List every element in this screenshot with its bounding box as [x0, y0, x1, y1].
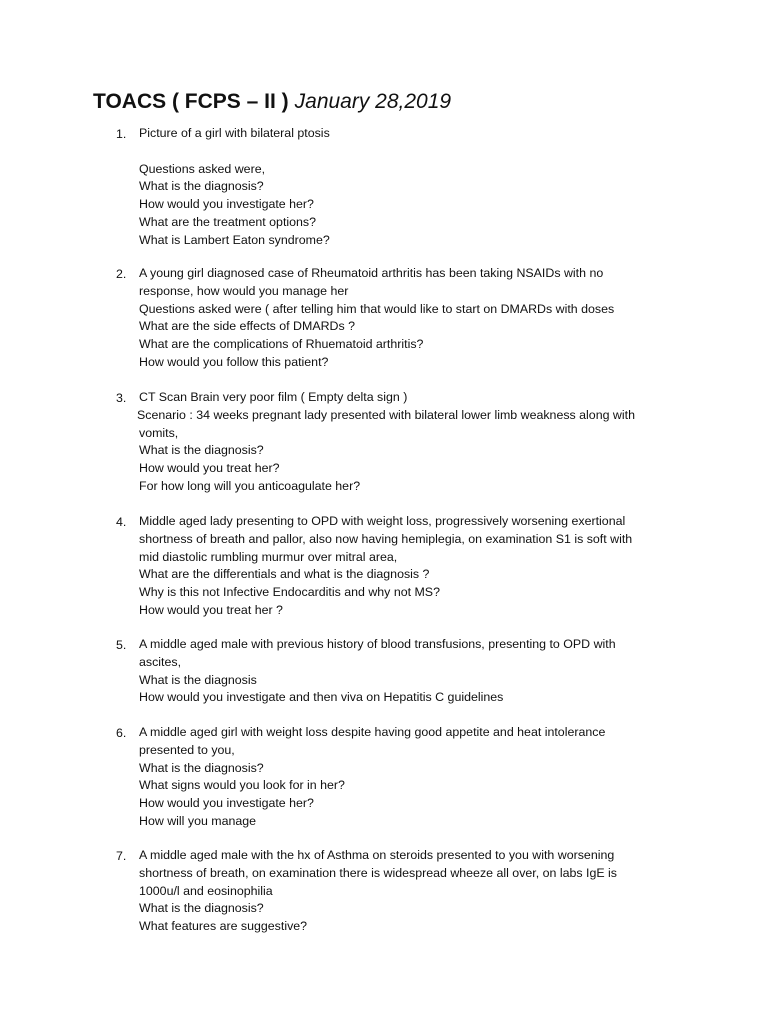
question-line: How would you investigate her? [139, 796, 314, 811]
title-main: TOACS ( FCPS – II ) [93, 90, 289, 113]
question-number: 5. [116, 638, 127, 652]
question-line: Middle aged lady presenting to OPD with weight loss, progressively worsening exertional [139, 514, 626, 528]
question-number: 1. [116, 127, 127, 141]
question-text [139, 389, 739, 496]
question-line: mid diastolic rumbling murmur over mitral area, [139, 549, 398, 564]
question-line: What is the diagnosis? [139, 760, 264, 775]
question-text [139, 125, 739, 250]
question-line: Why is this not Infective Endocarditis and why not MS? [139, 585, 440, 600]
question-line: A middle aged girl with weight loss despite having good appetite and heat intolerance [139, 725, 606, 739]
question-line: What features are suggestive? [139, 919, 308, 934]
question-number: 4. [116, 515, 127, 529]
title-date: January 28,2019 [294, 90, 452, 113]
question-line: Questions asked were, [139, 161, 266, 176]
question-line: How would you follow this patient? [139, 354, 329, 369]
question-line: How will you manage [139, 813, 257, 828]
question-line: How would you investigate her? [139, 197, 314, 212]
question-line: Scenario : 34 weeks pregnant lady presented with bilateral lower limb weakness along with [137, 407, 635, 422]
question-text [139, 265, 739, 372]
question-line: A young girl diagnosed case of Rheumatoid arthritis has been taking NSAIDs with no [139, 266, 604, 280]
question-text [139, 724, 739, 831]
question-line: Questions asked were ( after telling him that would like to start on DMARDs with doses [139, 301, 615, 316]
document-title [93, 88, 451, 116]
question-line: shortness of breath and pallor, also now having hemiplegia, on examination S1 is soft with [139, 531, 633, 546]
question-line: How would you treat her ? [139, 602, 283, 617]
question-line: How would you investigate and then viva on Hepatitis C guidelines [139, 690, 504, 705]
question-line: What signs would you look for in her? [139, 778, 345, 793]
question-text [139, 636, 739, 707]
question-line: A middle aged male with previous history of blood transfusions, presenting to OPD with [139, 637, 616, 651]
question-line: What is the diagnosis [139, 672, 257, 687]
question-line: 1000u/l and eosinophilia [139, 883, 273, 898]
question-line: How would you treat her? [139, 461, 280, 476]
question-line: What are the side effects of DMARDs ? [139, 319, 356, 334]
question-line: ascites, [139, 654, 182, 669]
question-line: Picture of a girl with bilateral ptosis [139, 126, 330, 140]
question-line: What are the differentials and what is the diagnosis ? [139, 567, 430, 582]
question-line: What is the diagnosis? [139, 443, 264, 458]
question-line: What are the treatment options? [139, 214, 317, 229]
question-line: What is Lambert Eaton syndrome? [139, 232, 330, 247]
question-text [139, 513, 739, 620]
question-line: presented to you, [139, 742, 235, 757]
question-line: A middle aged male with the hx of Asthma on steroids presented to you with worsening [139, 848, 615, 862]
question-number: 3. [116, 391, 127, 405]
question-number: 2. [116, 267, 127, 281]
question-number: 6. [116, 726, 127, 740]
question-line: What are the complications of Rhuematoid arthritis? [139, 337, 424, 352]
question-line: CT Scan Brain very poor film ( Empty delta sign ) [139, 390, 408, 404]
question-line [139, 143, 739, 161]
question-number: 7. [116, 849, 127, 863]
question-text [139, 847, 739, 936]
question-line: For how long will you anticoagulate her? [139, 478, 361, 493]
question-line: vomits, [139, 425, 179, 440]
question-line: What is the diagnosis? [139, 901, 264, 916]
question-line: shortness of breath, on examination there is widespread wheeze all over, on labs IgE is [139, 865, 618, 880]
question-line: response, how would you manage her [139, 283, 349, 298]
question-line: What is the diagnosis? [139, 179, 264, 194]
